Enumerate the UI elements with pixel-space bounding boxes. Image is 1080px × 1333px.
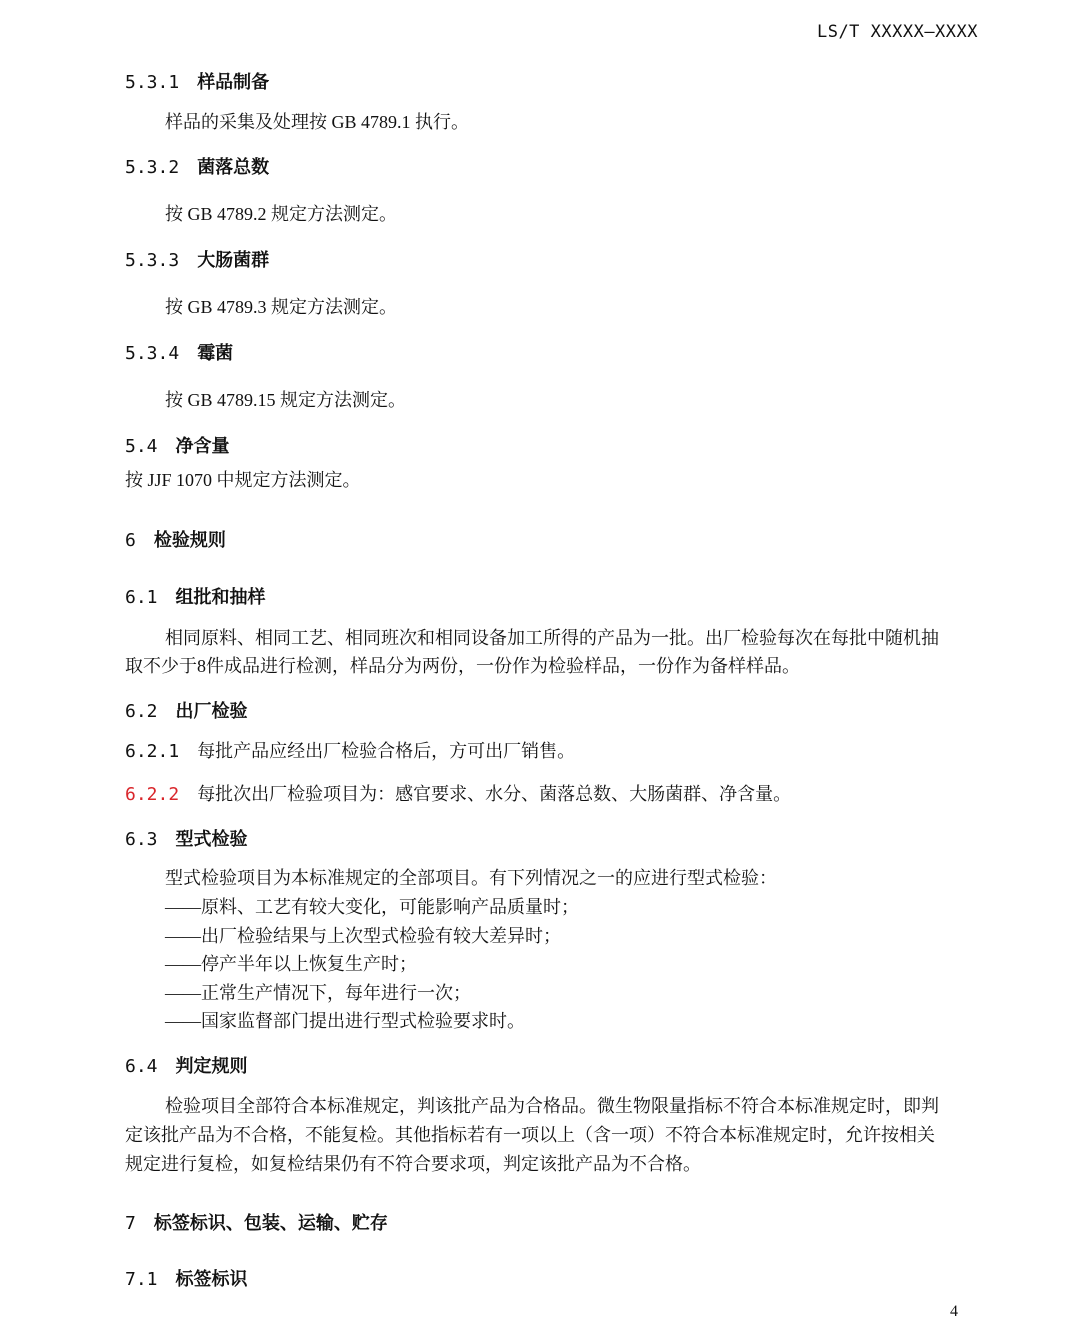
heading-5-4 xyxy=(125,432,230,458)
list-item: ——出厂检验结果与上次型式检验有较大差异时； xyxy=(165,926,561,946)
heading-5-3-1 xyxy=(125,68,269,94)
section-number: 6.2.1 xyxy=(125,741,180,762)
heading-5-3-4 xyxy=(125,339,233,365)
section-title: 标签标识、包装、运输、贮存 xyxy=(153,1213,388,1234)
section-number: 5.4 xyxy=(125,436,158,457)
paragraph-6-4-line-2: 定该批产品为不合格，不能复检。其他指标若有一项以上（含一项）不符合本标准规定时，允许按相关 xyxy=(125,1125,935,1145)
heading-5-3-3 xyxy=(125,246,269,272)
section-title: 净含量 xyxy=(175,436,230,457)
heading-6-4 xyxy=(125,1052,248,1078)
section-number: 5.3.2 xyxy=(125,157,180,178)
section-number-highlighted: 6.2.2 xyxy=(125,784,180,805)
section-number: 5.3.3 xyxy=(125,250,180,271)
list-item: ——正常生产情况下，每年进行一次； xyxy=(165,983,471,1003)
paragraph-6-3-intro: 型式检验项目为本标准规定的全部项目。有下列情况之一的应进行型式检验： xyxy=(165,868,777,888)
section-title: 判定规则 xyxy=(175,1056,248,1077)
paragraph-5-3-4: 按 GB 4789.15 规定方法测定。 xyxy=(165,390,407,410)
heading-6-3 xyxy=(125,825,248,851)
section-number: 5.3.1 xyxy=(125,72,180,93)
section-title: 出厂检验 xyxy=(175,701,248,722)
section-number: 7.1 xyxy=(125,1269,158,1290)
section-title: 型式检验 xyxy=(175,829,248,850)
paragraph-6-4-line-1: 检验项目全部符合本标准规定，判该批产品为合格品。微生物限量指标不符合本标准规定时，即判 xyxy=(165,1096,939,1116)
page-number: 4 xyxy=(950,1303,958,1320)
section-number: 7 xyxy=(125,1213,136,1234)
section-number: 6.1 xyxy=(125,587,158,608)
heading-6-2 xyxy=(125,697,248,723)
list-item: ——原料、工艺有较大变化，可能影响产品质量时； xyxy=(165,897,579,917)
paragraph-6-4-line-3: 规定进行复检，如复检结果仍有不符合要求项，判定该批产品为不合格。 xyxy=(125,1154,701,1174)
list-item: ——国家监督部门提出进行型式检验要求时。 xyxy=(165,1011,525,1031)
paragraph-6-1-line-2: 取不少于8件成品进行检测，样品分为两份，一份作为检验样品，一份作为备样样品。 xyxy=(125,656,800,676)
section-number: 6 xyxy=(125,530,136,551)
paragraph-5-3-2: 按 GB 4789.2 规定方法测定。 xyxy=(165,204,398,224)
heading-5-3-2 xyxy=(125,153,269,179)
section-number: 6.4 xyxy=(125,1056,158,1077)
section-number: 6.2 xyxy=(125,701,158,722)
section-number: 5.3.4 xyxy=(125,343,180,364)
paragraph-5-3-1: 样品的采集及处理按 GB 4789.1 执行。 xyxy=(165,112,470,132)
clause-6-2-1 xyxy=(125,737,575,766)
paragraph-6-1-line-1: 相同原料、相同工艺、相同班次和相同设备加工所得的产品为一批。出厂检验每次在每批中随机抽 xyxy=(165,628,939,648)
section-title: 组批和抽样 xyxy=(175,587,266,608)
paragraph-5-4: 按 JJF 1070 中规定方法测定。 xyxy=(125,470,361,490)
heading-7 xyxy=(125,1209,388,1235)
list-item: ——停产半年以上恢复生产时； xyxy=(165,954,417,974)
section-title: 检验规则 xyxy=(153,530,226,551)
section-title: 菌落总数 xyxy=(197,157,270,178)
section-number: 6.3 xyxy=(125,829,158,850)
paragraph-5-3-3: 按 GB 4789.3 规定方法测定。 xyxy=(165,297,398,317)
heading-6 xyxy=(125,526,226,552)
clause-text: 每批产品应经出厂检验合格后，方可出厂销售。 xyxy=(197,741,576,761)
section-title: 样品制备 xyxy=(197,72,270,93)
heading-7-1 xyxy=(125,1265,248,1291)
clause-6-2-2 xyxy=(125,780,791,809)
section-title: 标签标识 xyxy=(175,1269,248,1290)
clause-text: 每批次出厂检验项目为：感官要求、水分、菌落总数、大肠菌群、净含量。 xyxy=(197,784,792,804)
section-title: 霉菌 xyxy=(197,343,234,364)
heading-6-1 xyxy=(125,583,266,609)
document-code: LS/T XXXXX—XXXX xyxy=(816,22,978,42)
section-title: 大肠菌群 xyxy=(197,250,270,271)
